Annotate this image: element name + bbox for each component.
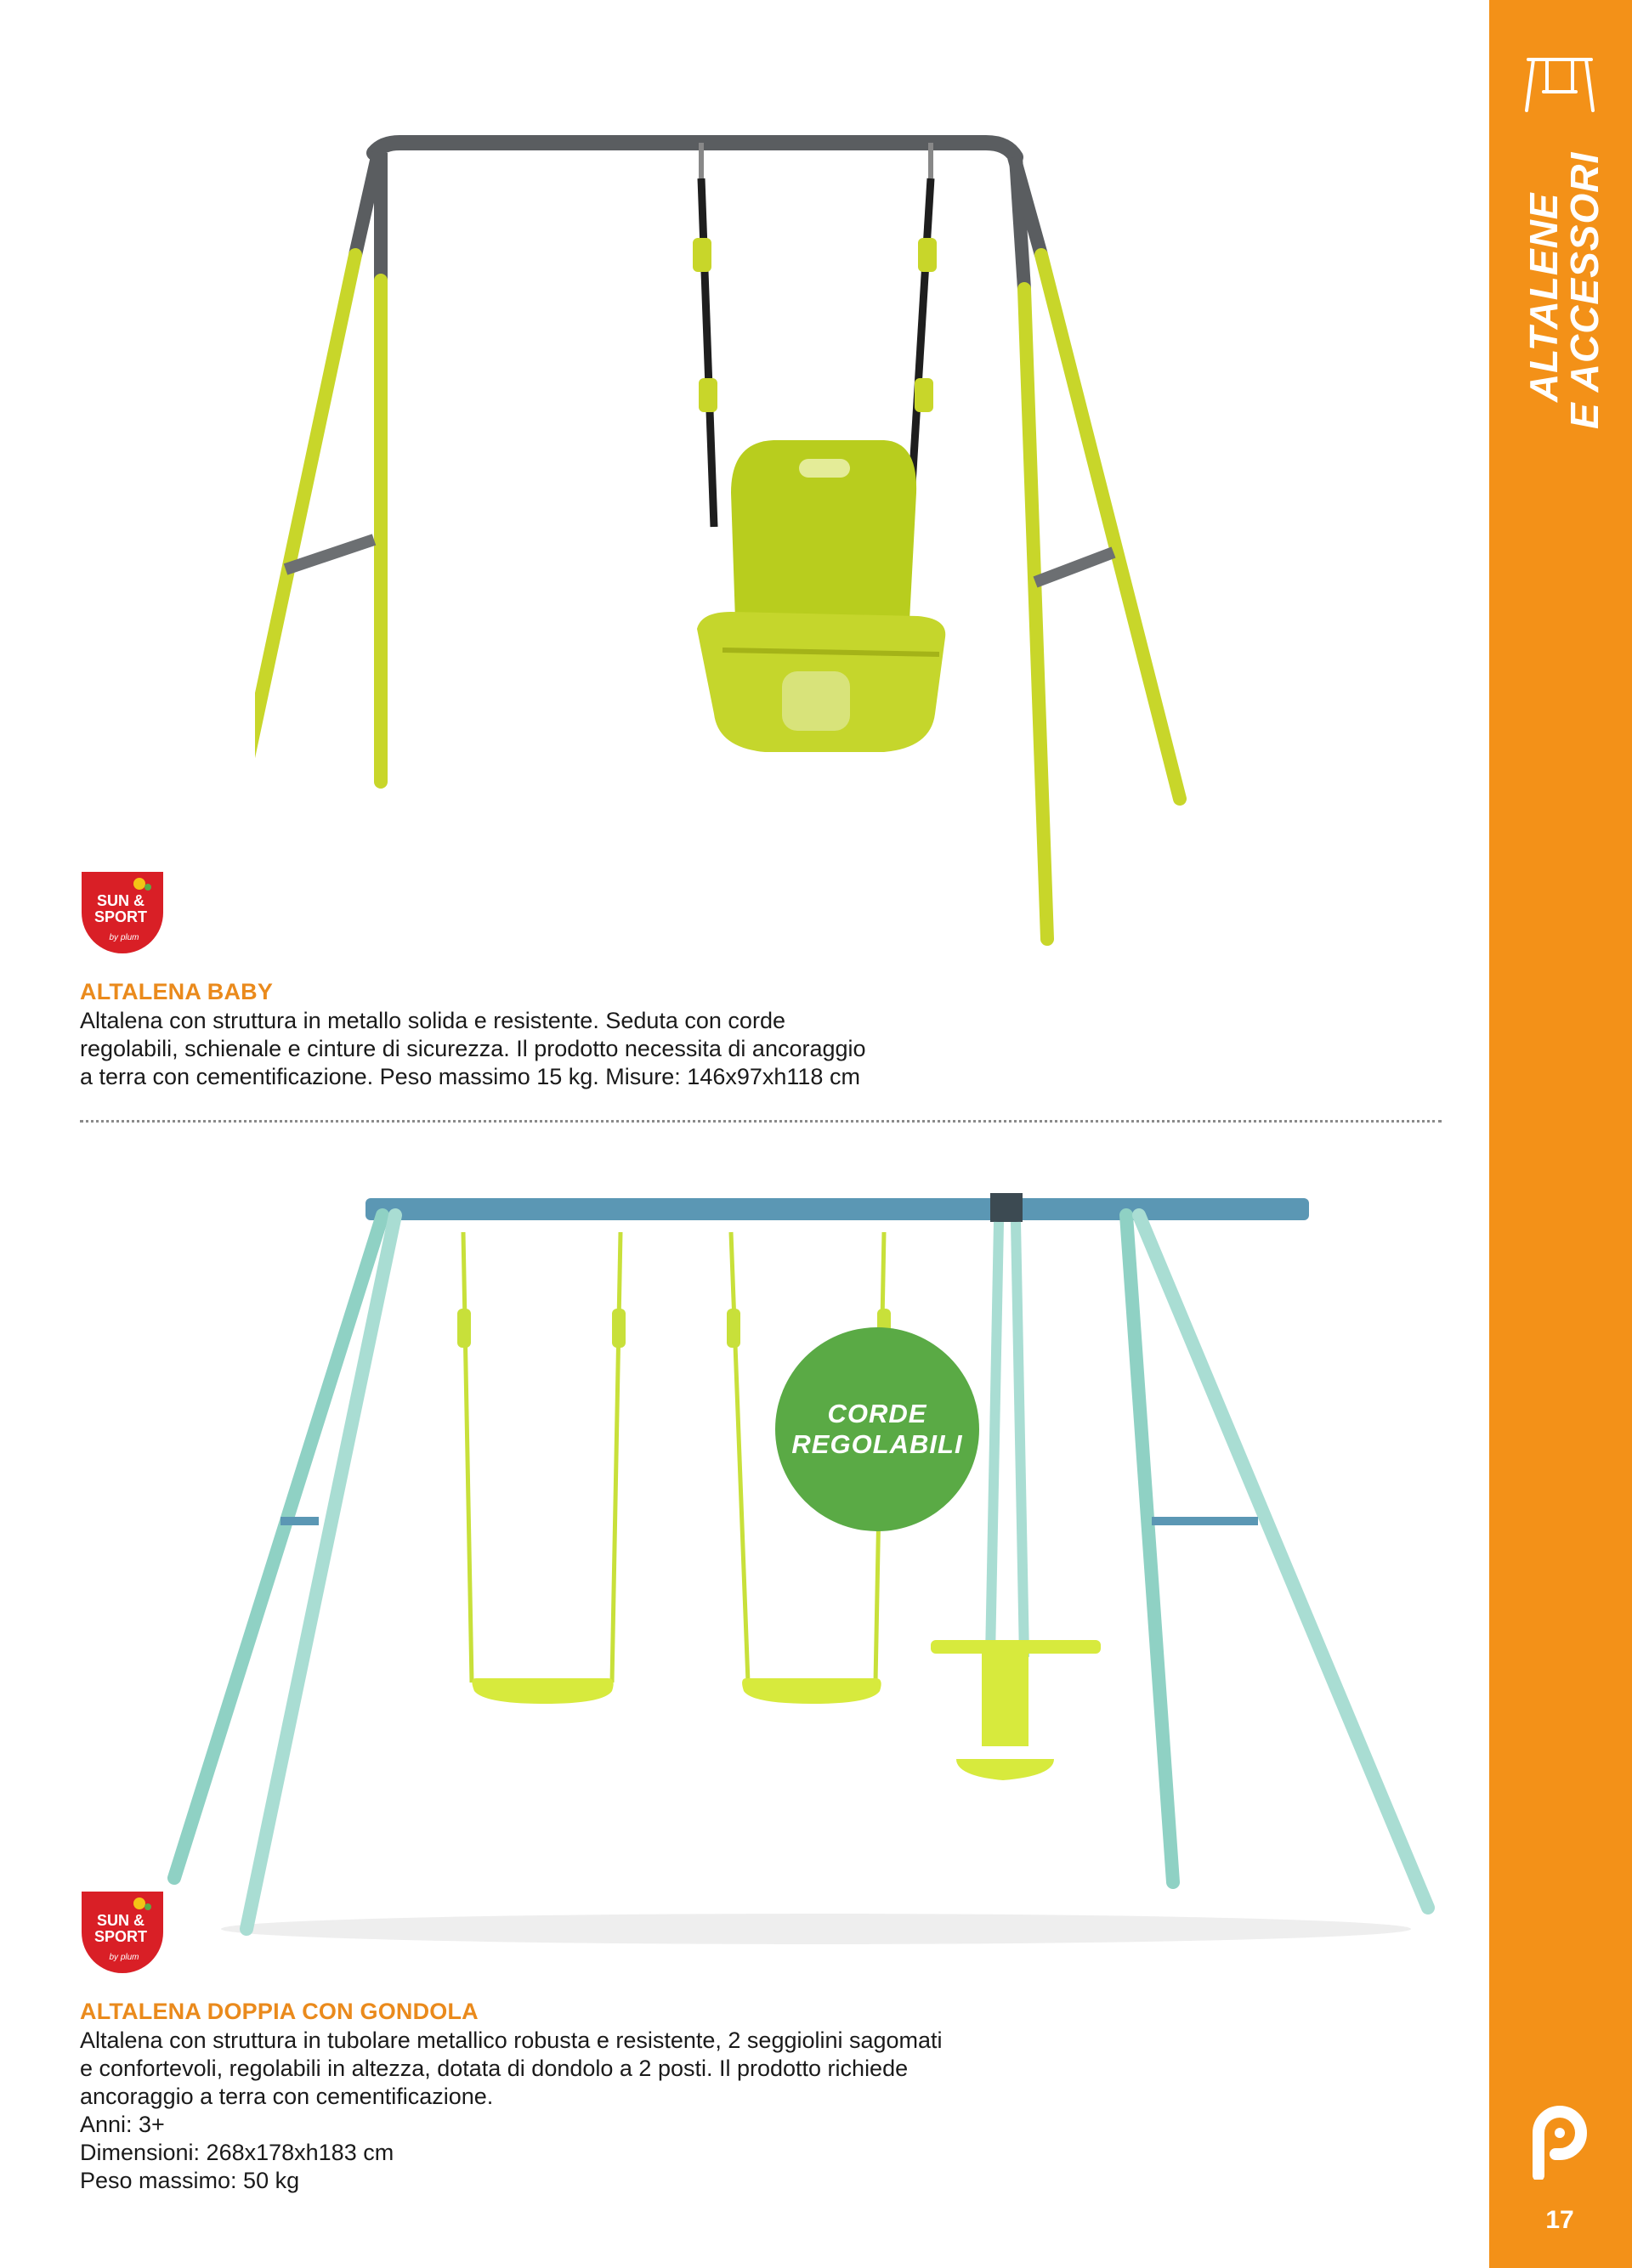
sun-sport-logo <box>78 868 167 957</box>
category-title-line1: ALTALENE <box>1522 192 1566 402</box>
product-title-double: ALTALENA DOPPIA CON GONDOLA <box>80 1999 479 2024</box>
letter-p-brand-icon <box>1530 2103 1590 2180</box>
svg-text:SUN &: SUN & <box>96 1912 145 1929</box>
svg-text:SPORT: SPORT <box>94 1928 148 1945</box>
svg-text:by plum: by plum <box>109 933 139 942</box>
category-title <box>1522 149 1602 438</box>
svg-text:SPORT: SPORT <box>94 908 148 925</box>
product-photo-double-swing <box>153 1181 1462 1946</box>
product-title-baby: ALTALENA BABY <box>80 979 274 1004</box>
product-description-baby: Altalena con struttura in metallo solida e resistente. Seduta con corde regolabili, schienale e cinture di sicurezza. Il prodotto necessita di ancoraggio a terra con cementificazione. Peso massimo 15 kg. Misure: 146x97xh118 cm <box>80 1008 866 1089</box>
page-number: 17 <box>1545 2206 1574 2234</box>
adjustable-ropes-badge: CORDE REGOLABILI <box>775 1327 979 1531</box>
category-title-line2: E ACCESSORI <box>1562 151 1602 429</box>
section-divider <box>80 1120 1442 1123</box>
swing-icon <box>1522 49 1598 117</box>
product-description-double: Altalena con struttura in tubolare metallico robusta e resistente, 2 seggiolini sagomati e confortevoli, regolabili in altezza, dotata di dondolo a 2 posti. Il prodotto richiede ancoraggio a terra con cementificazione. Anni: 3+ Dimensioni: 268x178xh183 cm Peso massimo: 50 kg <box>80 2028 943 2193</box>
svg-text:by plum: by plum <box>109 1953 139 1962</box>
product-photo-baby-swing <box>255 119 1207 960</box>
svg-text:SUN &: SUN & <box>96 892 145 909</box>
sun-sport-logo <box>78 1888 167 1977</box>
